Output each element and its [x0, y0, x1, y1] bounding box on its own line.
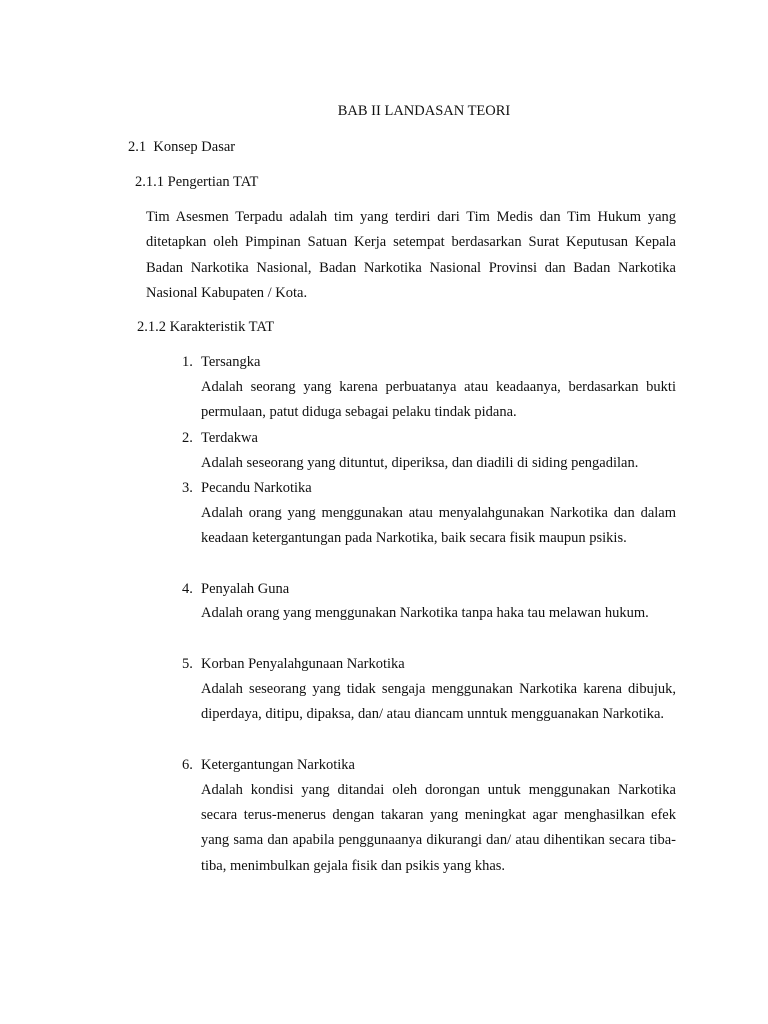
- list-item-number: 6.: [182, 757, 193, 773]
- list-item-title: Penyalah Guna: [201, 581, 290, 597]
- list-item-title: Ketergantungan Narkotika: [201, 757, 355, 773]
- list-item-body: Adalah orang yang menggunakan Narkotika tanpa haka tau melawan hukum.: [201, 605, 649, 621]
- list-item-title: Pecandu Narkotika: [201, 480, 312, 496]
- list-item-title: Tersangka: [201, 354, 261, 370]
- subsection-heading-1: 2.1.1 Pengertian TAT: [135, 174, 259, 190]
- list-item-number: 5.: [182, 656, 193, 672]
- list-item-body: Adalah seorang yang karena perbuatanya atau keadaanya, berdasarkan bukti permulaan, patut diduga sebagai pelaku tindak pidana.: [201, 379, 676, 421]
- list-item-number: 1.: [182, 354, 193, 370]
- section-heading: [128, 138, 235, 156]
- section-number: 2.1: [128, 139, 147, 155]
- list-item-body: Adalah orang yang menggunakan atau menyalahgunakan Narkotika dan dalam keadaan ketergantungan pada Narkotika, baik secara fisik maupun psikis.: [201, 505, 676, 547]
- chapter-title: BAB II LANDASAN TEORI: [337, 103, 511, 119]
- list-item-number: 2.: [182, 430, 193, 446]
- subsection-heading-2: 2.1.2 Karakteristik TAT: [137, 319, 275, 335]
- section-title: Konsep Dasar: [153, 139, 236, 155]
- list-item-body: Adalah seseorang yang dituntut, diperiksa, dan diadili di siding pengadilan.: [201, 455, 639, 471]
- list-item-body: Adalah kondisi yang ditandai oleh dorongan untuk menggunakan Narkotika secara terus-menerus dengan takaran yang meningkat agar menghasilkan efek yang sama dan apabila penggunaanya dikurangi dan/ atau dihentikan secara tiba-tiba, menimbulkan gejala fisik dan psikis yang khas.: [201, 782, 676, 874]
- list-item-number: 3.: [182, 480, 193, 496]
- definition-paragraph: Tim Asesmen Terpadu adalah tim yang terdiri dari Tim Medis dan Tim Hukum yang ditetapkan oleh Pimpinan Satuan Kerja setempat berdasarkan Surat Keputusan Kepala Badan Narkotika Nasional, Badan Narkotika Nasional Provinsi dan Badan Narkotika Nasional Kabupaten / Kota.: [146, 209, 676, 301]
- list-item-number: 4.: [182, 581, 193, 597]
- list-item-title: Terdakwa: [201, 430, 258, 446]
- list-item-title: Korban Penyalahgunaan Narkotika: [201, 656, 405, 672]
- list-item-body: Adalah seseorang yang tidak sengaja menggunakan Narkotika karena dibujuk, diperdaya, ditipu, dipaksa, dan/ atau diancam unntuk mengguanakan Narkotika.: [201, 681, 676, 723]
